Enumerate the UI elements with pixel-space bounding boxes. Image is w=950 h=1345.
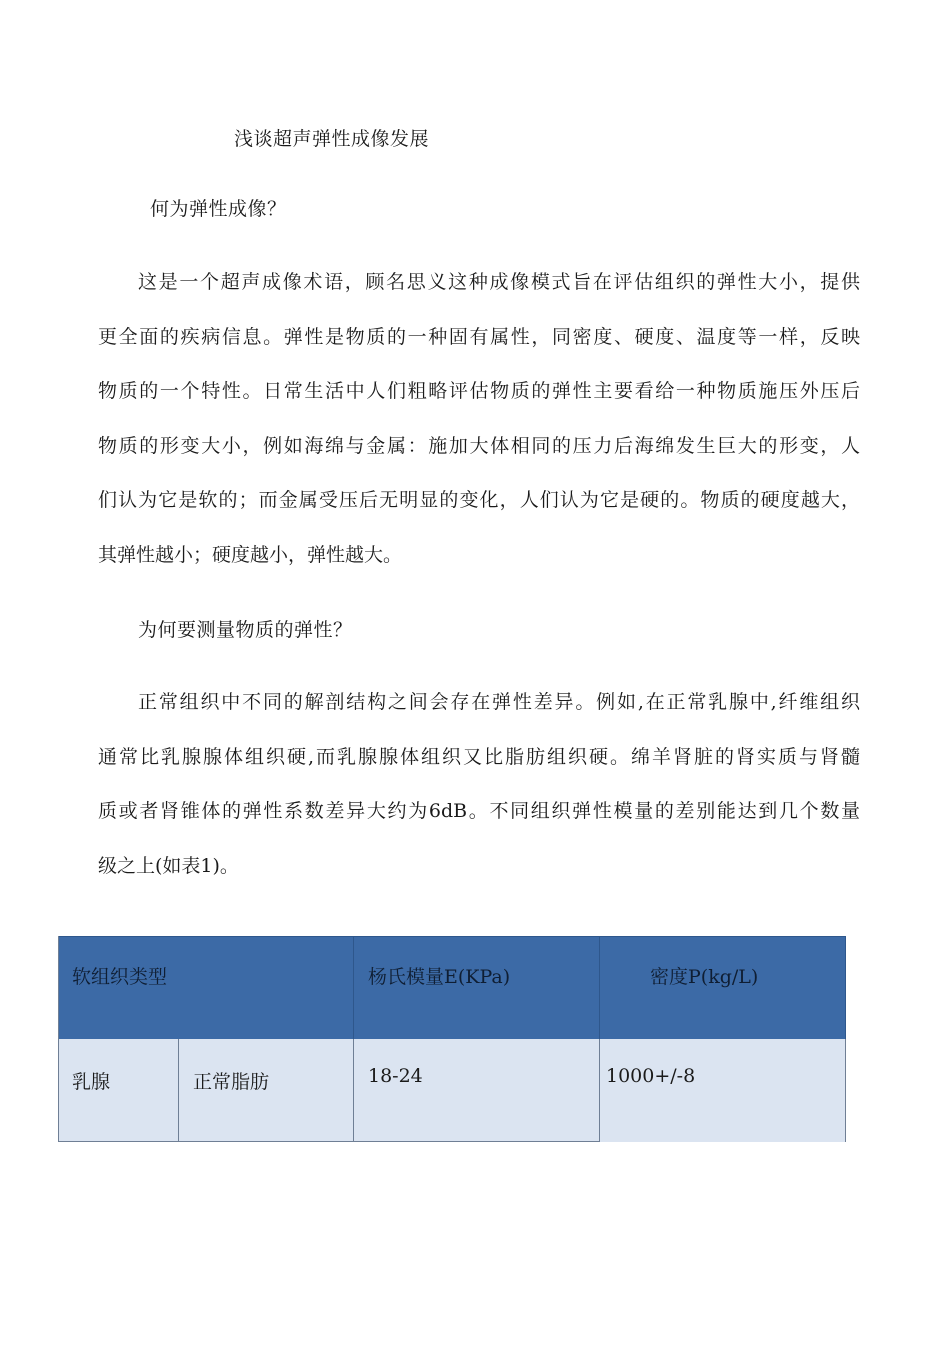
paragraph-line: 更全面的疾病信息。弹性是物质的一种固有属性，同密度、硬度、温度等一样，反映 — [98, 325, 860, 348]
table-top-border — [58, 936, 846, 937]
table-left-border — [58, 936, 59, 1142]
paragraph-line: 物质的形变大小，例如海绵与金属：施加大体相同的压力后海绵发生巨大的形变，人 — [98, 434, 860, 457]
table-cell: 正常脂肪 — [179, 1039, 354, 1142]
paragraph-line: 其弹性越小；硬度越小，弹性越大。 — [98, 543, 403, 566]
paragraph-line: 们认为它是软的；而金属受压后无明显的变化，人们认为它是硬的。物质的硬度越大， — [98, 489, 860, 512]
table-cell: 乳腺 — [58, 1039, 179, 1142]
tissue-elasticity-table — [58, 936, 846, 1142]
table-cell: 1000+/-8 — [600, 1039, 846, 1142]
paragraph-elastography-definition — [98, 255, 860, 583]
paragraph-line: 这是一个超声成像术语，顾名思义这种成像模式旨在评估组织的弹性大小，提供 — [138, 271, 860, 293]
table-header-cell: 密度P(kg/L) — [600, 936, 846, 1039]
table-header-cell: 杨氏模量E(KPa) — [354, 936, 600, 1039]
table-header-cell: 软组织类型 — [58, 936, 354, 1039]
paragraph-line: 通常比乳腺腺体组织硬,而乳腺腺体组织又比脂肪组织硬。绵羊肾脏的肾实质与肾髓 — [98, 745, 860, 768]
table-cell: 18-24 — [354, 1039, 600, 1142]
paragraph-line: 质或者肾锥体的弹性系数差异大约为6dB。不同组织弹性模量的差别能达到几个数量 — [98, 800, 860, 823]
paragraph-line: 物质的一个特性。日常生活中人们粗略评估物质的弹性主要看给一种物质施压外压后 — [98, 380, 860, 403]
paragraph-tissue-elasticity — [98, 675, 860, 893]
paragraph-line: 级之上(如表1)。 — [98, 854, 239, 877]
section-heading-why-measure: 为何要测量物质的弹性？ — [138, 619, 353, 641]
paragraph-line: 正常组织中不同的解剖结构之间会存在弹性差异。例如,在正常乳腺中,纤维组织 — [138, 691, 860, 713]
section-heading-what-is-elastography: 何为弹性成像？ — [150, 198, 287, 220]
document-title: 浅谈超声弹性成像发展 — [234, 128, 430, 150]
